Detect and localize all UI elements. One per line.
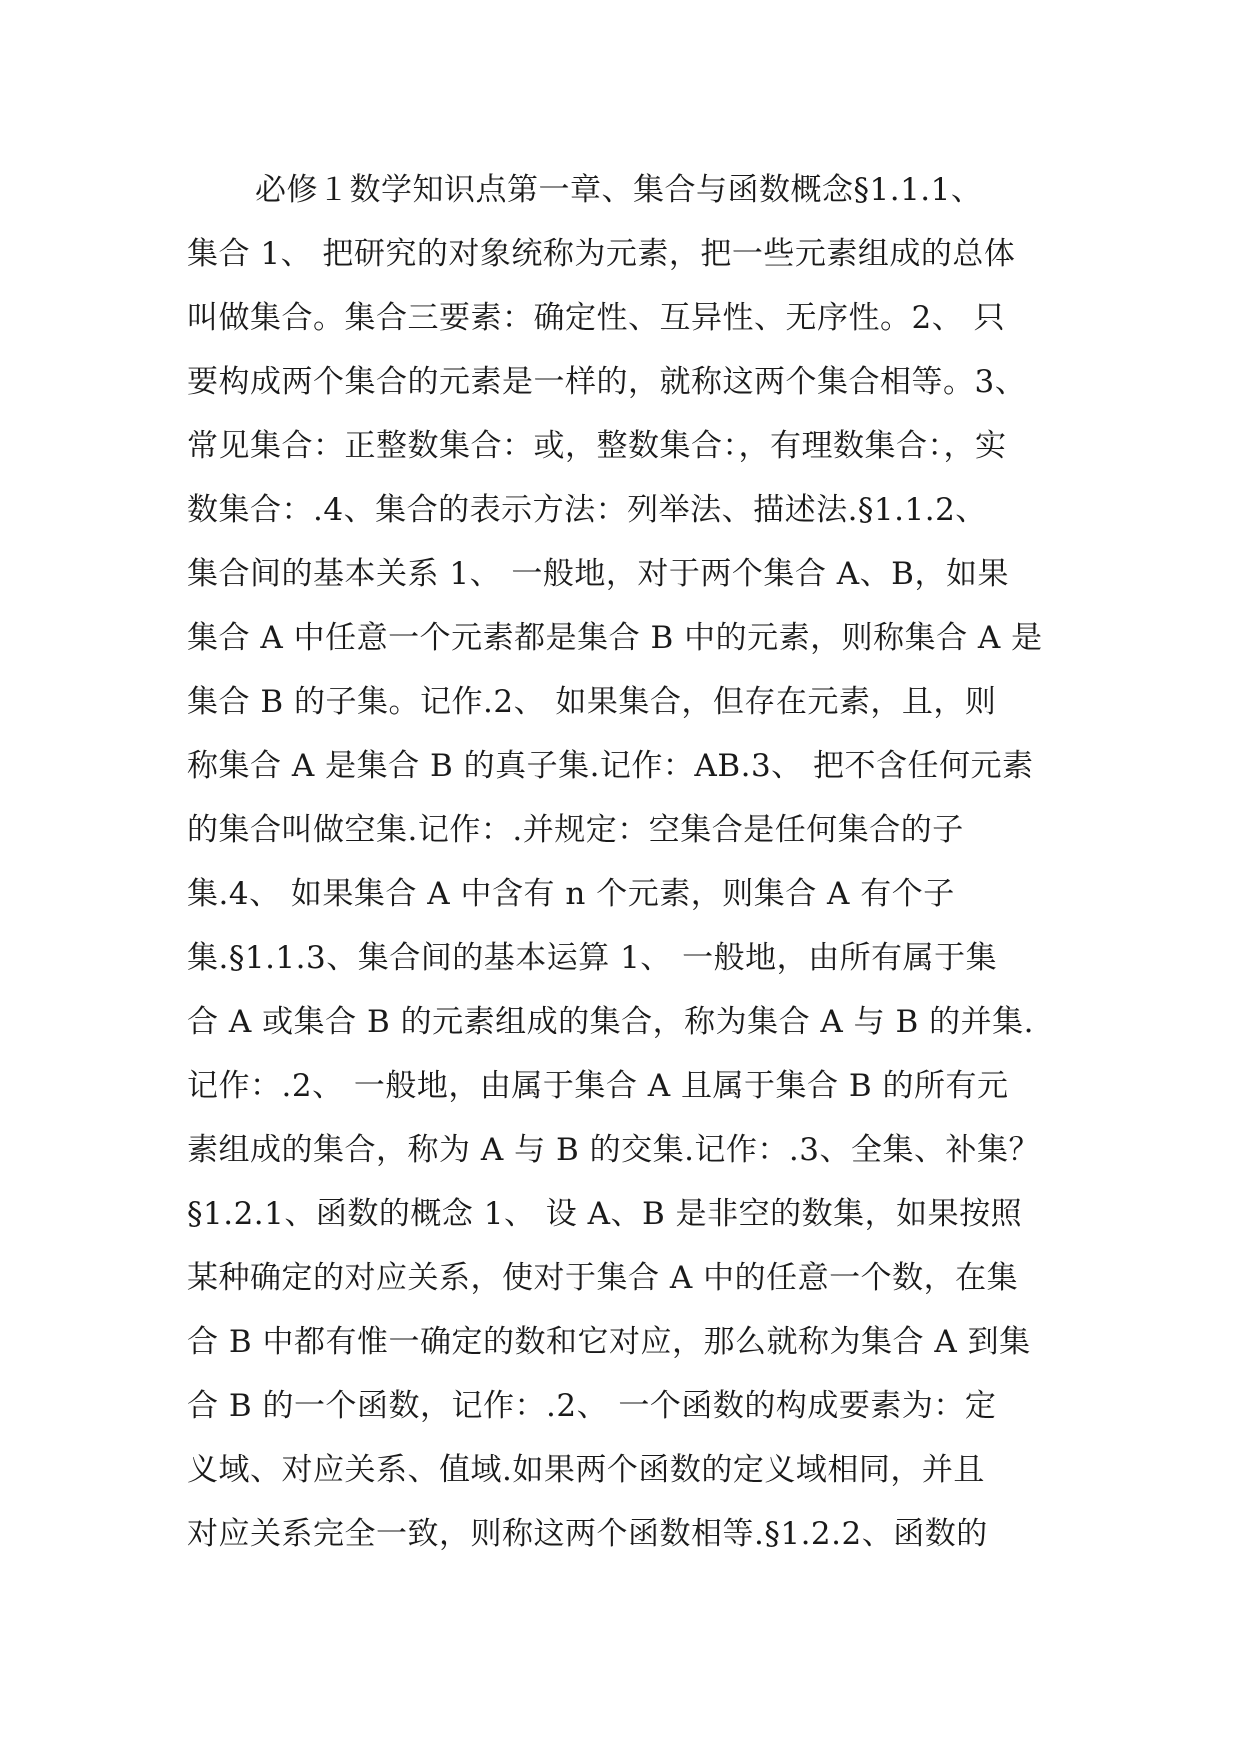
paragraph-line: 对应关系完全一致，则称这两个函数相等.§1.2.2、函数的: [187, 1516, 988, 1552]
paragraph-line: 集合 B 的子集。记作.2、 如果集合，但存在元素，且，则: [187, 684, 997, 720]
paragraph-line: 义域、对应关系、值域.如果两个函数的定义域相同，并且: [187, 1452, 985, 1488]
paragraph-line: 素组成的集合，称为 A 与 B 的交集.记作：.3、全集、补集？: [187, 1132, 1041, 1168]
paragraph-line: 集.4、 如果集合 A 中含有 n 个元素，则集合 A 有个子: [187, 876, 955, 912]
paragraph-line: 合 B 中都有惟一确定的数和它对应，那么就称为集合 A 到集: [187, 1324, 1031, 1360]
paragraph-line: 的集合叫做空集.记作：.并规定：空集合是任何集合的子: [187, 812, 964, 848]
paragraph-line: 叫做集合。集合三要素：确定性、互异性、无序性。2、 只: [187, 300, 1006, 336]
paragraph-line: 集合 1、 把研究的对象统称为元素，把一些元素组成的总体: [187, 236, 1016, 272]
document-body: [187, 158, 1087, 1566]
paragraph-line: 集.§1.1.3、集合间的基本运算 1、 一般地，由所有属于集: [187, 940, 998, 976]
paragraph-line: 合 B 的一个函数，记作：.2、 一个函数的构成要素为：定: [187, 1388, 997, 1424]
paragraph-line: 记作：.2、 一般地，由属于集合 A 且属于集合 B 的所有元: [187, 1068, 1009, 1104]
paragraph-line: 集合 A 中任意一个元素都是集合 B 中的元素，则称集合 A 是: [187, 620, 1043, 656]
paragraph-line: §1.2.1、函数的概念 1、 设 A、B 是非空的数集，如果按照: [187, 1196, 1023, 1232]
paragraph-line: 数集合：.4、集合的表示方法：列举法、描述法.§1.1.2、: [187, 492, 987, 528]
paragraph-line: 要构成两个集合的元素是一样的，就称这两个集合相等。3、: [187, 364, 1027, 400]
paragraph-line: 集合间的基本关系 1、 一般地，对于两个集合 A、B，如果: [187, 556, 1009, 592]
paragraph-line: 称集合 A 是集合 B 的真子集.记作：AB.3、 把不含任何元素: [187, 748, 1034, 784]
paragraph-line: 某种确定的对应关系，使对于集合 A 中的任意一个数，在集: [187, 1260, 1019, 1296]
paragraph-line: 必修１数学知识点第一章、集合与函数概念§1.1.1、: [255, 172, 983, 208]
paragraph-line: 常见集合：正整数集合：或，整数集合：，有理数集合：，实: [187, 428, 1007, 464]
paragraph-line: 合 A 或集合 B 的元素组成的集合，称为集合 A 与 B 的并集.: [187, 1004, 1035, 1040]
